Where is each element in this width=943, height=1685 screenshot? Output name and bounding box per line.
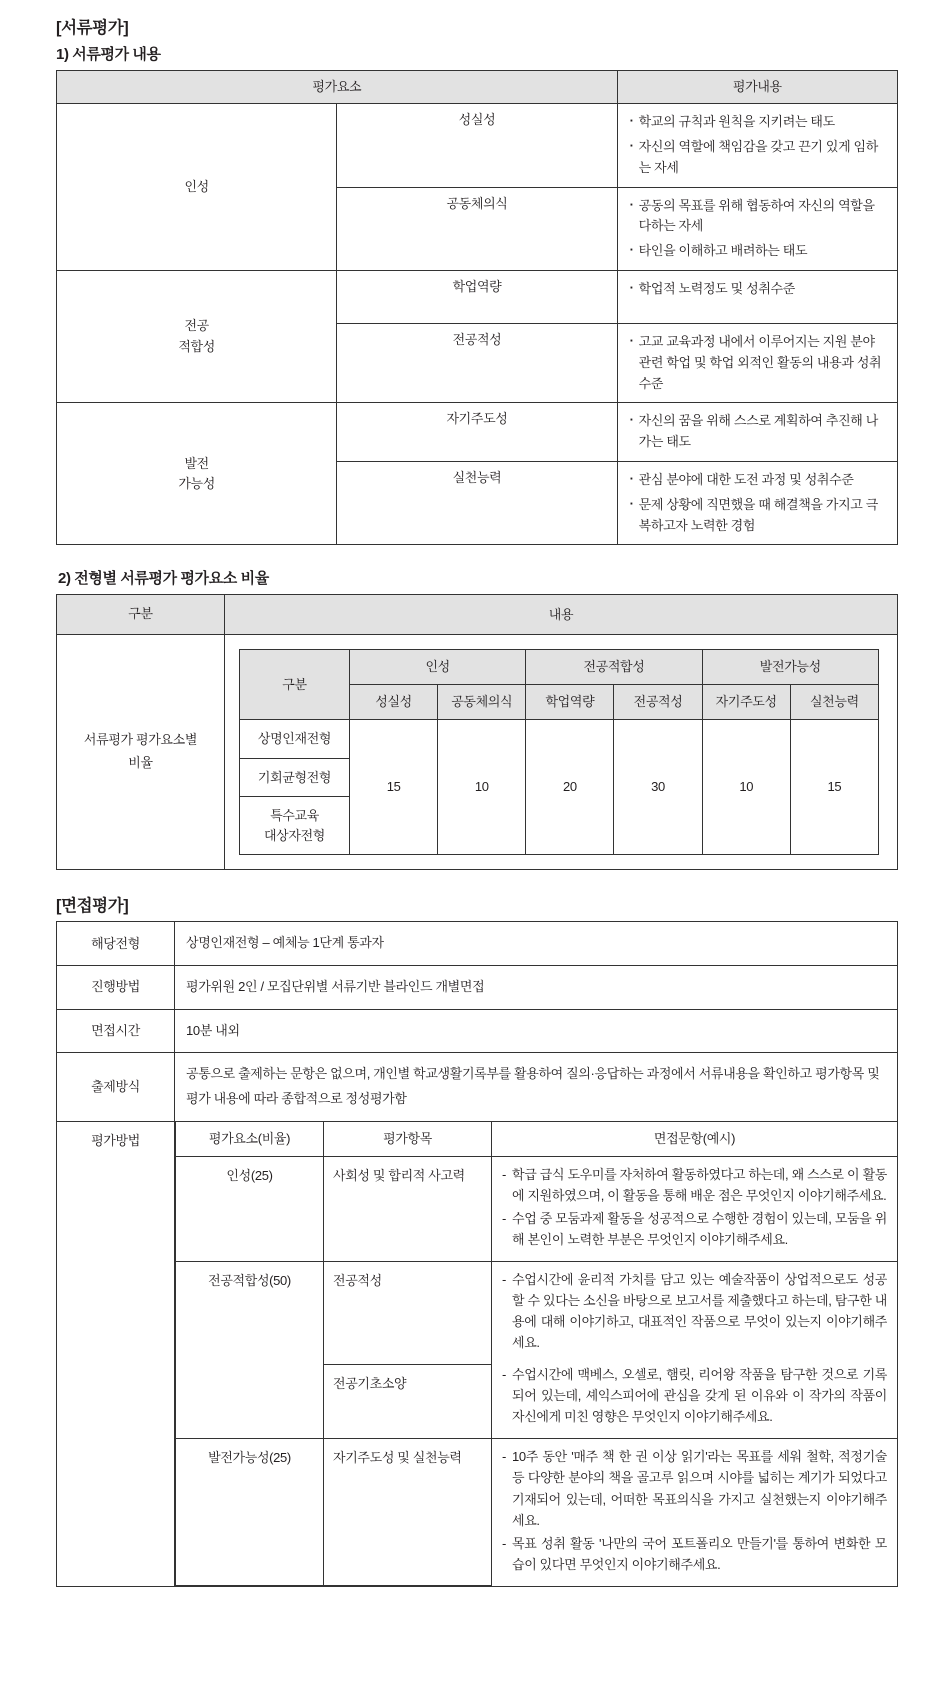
- subfactor-label-academic-capability: 학업역량: [337, 270, 617, 323]
- group-label-line2: 적합성: [178, 338, 215, 354]
- admission-type-special-education: [240, 797, 350, 855]
- bullet-list: [628, 196, 887, 262]
- table-row: [176, 1156, 898, 1261]
- admission-type-line2: 대상자전형: [263, 827, 326, 843]
- question-list: [502, 1446, 887, 1574]
- admission-type-equal-opportunity: 기회균형전형: [240, 758, 350, 797]
- question-item: - 수업시간에 맥베스, 오셀로, 햄릿, 리어왕 작품을 탐구한 것으로 기록되어 있는데, 셰익스피어에 관심을 갖게 된 이유와 이 작가의 작품이 자신에게 미친 영향은 무엇인지 이야기해주세요.: [502, 1364, 887, 1427]
- inner-header-group-growth-potential: 발전가능성: [702, 650, 878, 685]
- ratio-inner-table: [239, 649, 879, 855]
- ratio-value-major-aptitude: 30: [614, 720, 702, 855]
- bullet-list: [628, 470, 887, 536]
- inner-header-self-direction: 자기주도성: [702, 685, 790, 720]
- question-list: [502, 1269, 887, 1353]
- table-row: [57, 635, 898, 870]
- list-item: · 공동의 목표를 위해 협동하여 자신의 역할을 다하는 자세: [628, 196, 887, 238]
- row-label-duration: 면접시간: [57, 1009, 175, 1053]
- interview-evaluation-table: [56, 921, 898, 1587]
- subfactor-label-major-aptitude: 전공적성: [337, 323, 617, 402]
- inner-header-gubun: 구분: [240, 650, 350, 720]
- admission-type-line1: 특수교육: [270, 808, 319, 824]
- row-value-duration: 10분 내외: [175, 1009, 898, 1053]
- table-row: [176, 1439, 898, 1586]
- header-interview-question: 면접문항(예시): [492, 1122, 898, 1157]
- bullet-list: [628, 411, 887, 453]
- evaluation-ratio-table: [56, 594, 898, 870]
- table-row: [57, 1053, 898, 1121]
- table-row: [57, 403, 898, 462]
- list-item: · 학업적 노력정도 및 성취수준: [628, 279, 887, 300]
- element-major-fit: 전공적합성(50): [176, 1262, 324, 1439]
- table-header-row: [57, 595, 898, 635]
- subsection-title-ratio: 2) 전형별 서류평가 평가요소 비율: [58, 570, 269, 588]
- content-execution-ability: [617, 461, 897, 544]
- header-evaluation-item: 평가항목: [324, 1122, 492, 1157]
- row-label-line2: 비율: [128, 755, 153, 771]
- table-header-row: [176, 1122, 898, 1157]
- content-major-aptitude: [617, 323, 897, 402]
- header-naeyong: 내용: [225, 595, 898, 635]
- table-row: [57, 922, 898, 966]
- subsection-title-evaluation-content: 1) 서류평가 내용: [56, 46, 161, 63]
- group-label-personality: 인성: [57, 104, 337, 271]
- header-evaluation-element: 평가요소(비율): [176, 1122, 324, 1157]
- row-label-evaluation-method: 평가방법: [57, 1121, 175, 1586]
- section-title-interview-evaluation: [면접평가]: [56, 897, 129, 916]
- list-item: · 자신의 역할에 책임감을 갖고 끈기 있게 임하는 자세: [628, 137, 887, 179]
- list-item: · 자신의 꿈을 위해 스스로 계획하여 추진해 나가는 태도: [628, 411, 887, 453]
- list-item: · 타인을 이해하고 배려하는 태도: [628, 241, 887, 262]
- interview-question-table: [175, 1122, 897, 1586]
- row-value-applicable-type: 상명인재전형 – 예체능 1단계 통과자: [175, 922, 898, 966]
- row-value-question-style: 공통으로 출제하는 문항은 없으며, 개인별 학교생활기록부를 활용하여 질의·응답하는 과정에서 서류내용을 확인하고 평가항목 및 평가 내용에 따라 종합적으로 정성평가함: [175, 1053, 898, 1121]
- subfactor-label-sincerity: 성실성: [337, 104, 617, 187]
- inner-header-group-personality: 인성: [350, 650, 526, 685]
- question-list: [502, 1164, 887, 1250]
- table-row: [57, 104, 898, 187]
- question-item: - 10주 동안 '매주 책 한 권 이상 읽기'라는 목표를 세워 철학, 적정기술 등 다양한 분야의 책을 골고루 읽으며 시야를 넓히는 계기가 되었다고 기재되어 있는데, 어떠한 목표의식을 가지고 실천했는지 이야기해주세요.: [502, 1446, 887, 1530]
- bullet-list: [628, 279, 887, 300]
- evaluation-elements-table: [56, 70, 898, 545]
- table-row: [57, 1009, 898, 1053]
- table-row: [57, 966, 898, 1010]
- questions-major-basic-literacy: [492, 1364, 898, 1439]
- group-label-major-fit: [57, 270, 337, 402]
- inner-header-group-major-fit: 전공적합성: [526, 650, 702, 685]
- inner-header-sincerity: 성실성: [350, 685, 438, 720]
- item-major-basic-literacy: 전공기초소양: [324, 1364, 492, 1439]
- section-title-document-evaluation: [서류평가]: [56, 19, 129, 37]
- inner-header-community: 공동체의식: [438, 685, 526, 720]
- table-row: [240, 720, 879, 759]
- ratio-value-sincerity: 15: [350, 720, 438, 855]
- row-value-method: 평가위원 2인 / 모집단위별 서류기반 블라인드 개별면접: [175, 966, 898, 1010]
- question-item: - 목표 성취 활동 '나만의 국어 포트폴리오 만들기'를 통하여 변화한 모습이 있다면 무엇인지 이야기해주세요.: [502, 1533, 887, 1575]
- list-item: · 학교의 규칙과 원칙을 지키려는 태도: [628, 112, 887, 133]
- inner-header-row-groups: [240, 650, 879, 685]
- ratio-value-academic-capability: 20: [526, 720, 614, 855]
- ratio-inner-container: [225, 635, 898, 870]
- item-self-direction-execution: 자기주도성 및 실천능력: [324, 1439, 492, 1586]
- table-row: [57, 270, 898, 323]
- inner-header-major-aptitude: 전공적성: [614, 685, 702, 720]
- item-major-aptitude: 전공적성: [324, 1262, 492, 1365]
- content-sincerity: [617, 104, 897, 187]
- item-sociality-reasoning: 사회성 및 합리적 사고력: [324, 1156, 492, 1261]
- table-row: [176, 1262, 898, 1365]
- question-item: - 수업 중 모둠과제 활동을 성공적으로 수행한 경험이 있는데, 모둠을 위해 본인이 노력한 부분은 무엇인지 이야기해주세요.: [502, 1208, 887, 1250]
- header-gubun: 구분: [57, 595, 225, 635]
- header-evaluation-factor: 평가요소: [57, 71, 618, 104]
- row-label-ratio-by-factor: [57, 635, 225, 870]
- row-label-method: 진행방법: [57, 966, 175, 1010]
- subfactor-label-self-direction: 자기주도성: [337, 403, 617, 462]
- ratio-value-community: 10: [438, 720, 526, 855]
- questions-major-aptitude: [492, 1262, 898, 1365]
- row-label-applicable-type: 해당전형: [57, 922, 175, 966]
- group-label-line2: 가능성: [178, 475, 215, 491]
- spacer: [56, 870, 898, 892]
- table-header-row: [57, 71, 898, 104]
- questions-growth-potential: [492, 1439, 898, 1586]
- content-community: [617, 187, 897, 270]
- row-label-question-style: 출제방식: [57, 1053, 175, 1121]
- bullet-list: [628, 112, 887, 178]
- group-label-line1: 전공: [184, 318, 209, 334]
- header-evaluation-content: 평가내용: [617, 71, 897, 104]
- question-table-container: [175, 1121, 898, 1586]
- question-item: - 학급 급식 도우미를 자처하여 활동하였다고 하는데, 왜 스스로 이 활동에 지원하였으며, 이 활동을 통해 배운 점은 무엇인지 이야기해주세요.: [502, 1164, 887, 1206]
- spacer: [56, 545, 898, 567]
- inner-header-academic-capability: 학업역량: [526, 685, 614, 720]
- content-self-direction: [617, 403, 897, 462]
- element-growth-potential: 발전가능성(25): [176, 1439, 324, 1586]
- question-list: [502, 1364, 887, 1427]
- ratio-value-execution-ability: 15: [790, 720, 878, 855]
- list-item: · 관심 분야에 대한 도전 과정 및 성취수준: [628, 470, 887, 491]
- questions-personality: [492, 1156, 898, 1261]
- list-item: · 문제 상황에 직면했을 때 해결책을 가지고 극복하고자 노력한 경험: [628, 495, 887, 537]
- list-item: · 고교 교육과정 내에서 이루어지는 지원 분야 관련 학업 및 학업 외적인 활동의 내용과 성취수준: [628, 332, 887, 394]
- bullet-list: [628, 332, 887, 394]
- subfactor-label-execution-ability: 실천능력: [337, 461, 617, 544]
- admission-type-sangmyung-talent: 상명인재전형: [240, 720, 350, 759]
- ratio-value-self-direction: 10: [702, 720, 790, 855]
- row-label-line1: 서류평가 평가요소별: [83, 732, 198, 748]
- group-label-growth-potential: [57, 403, 337, 545]
- subfactor-label-community: 공동체의식: [337, 187, 617, 270]
- table-row-evaluation-method: [57, 1121, 898, 1586]
- content-academic-capability: [617, 270, 897, 323]
- inner-header-execution-ability: 실천능력: [790, 685, 878, 720]
- group-label-line1: 발전: [184, 455, 209, 471]
- question-item: - 수업시간에 윤리적 가치를 담고 있는 예술작품이 상업적으로도 성공할 수 있다는 소신을 바탕으로 보고서를 제출했다고 하는데, 탐구한 내용에 대해 이야기하고, 대표적인 작품으로 무엇이 있는지 이야기해주세요.: [502, 1269, 887, 1353]
- element-personality: 인성(25): [176, 1156, 324, 1261]
